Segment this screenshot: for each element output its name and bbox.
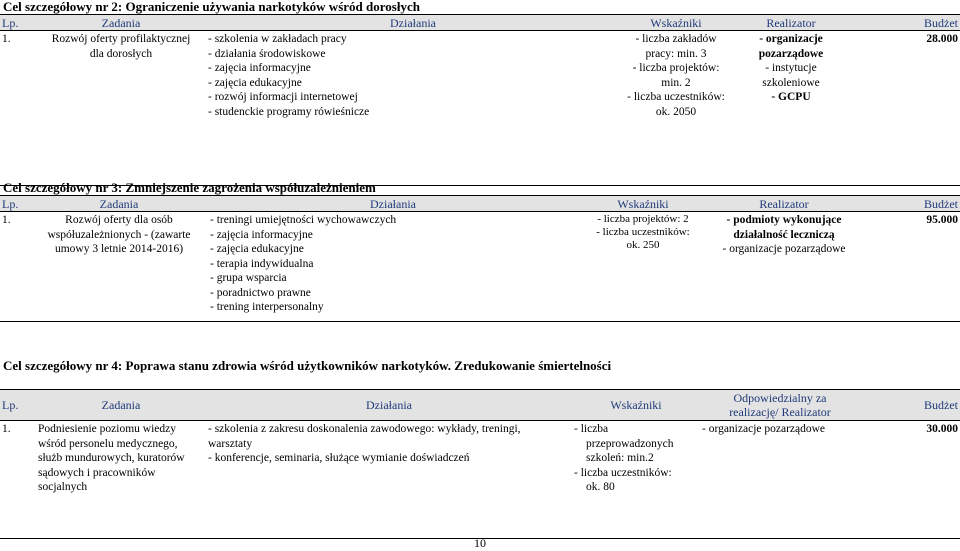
section-2-table bbox=[0, 14, 960, 186]
cell-realizator: - podmioty wykonujące działalność leczniczą - organizacje pozarządowe bbox=[708, 212, 860, 322]
cell-budzet: 30.000 bbox=[860, 421, 960, 539]
header-lp: Lp. bbox=[0, 390, 36, 421]
cell-wskazniki: - liczba zakładów pracy: min. 3 - liczba projektów: min. 2 - liczba uczestników: ok. 2050 bbox=[620, 31, 732, 186]
table-row bbox=[0, 31, 960, 186]
cell-wskazniki: - liczba przeprowadzonych szkoleń: min.2 - liczba uczestników: ok. 80 bbox=[572, 421, 700, 539]
section-3-title: Cel szczegółowy nr 3: Zmniejszenie zagrożenia współuzależnieniem bbox=[3, 180, 376, 195]
section-3-table bbox=[0, 195, 960, 322]
cell-budzet: 95.000 bbox=[860, 212, 960, 322]
header-dzialania: Działania bbox=[206, 15, 620, 31]
cell-dzialania: - szkolenia w zakładach pracy - działania środowiskowe - zajęcia informacyjne - zajęcia edukacyjne - rozwój informacji internetowej - studenckie programy rówieśnicze bbox=[206, 31, 620, 186]
cell-lp: 1. bbox=[0, 421, 36, 539]
cell-budzet: 28.000 bbox=[850, 31, 960, 186]
page-number: 10 bbox=[474, 536, 486, 550]
cell-dzialania: - szkolenia z zakresu doskonalenia zawodowego: wykłady, treningi, warsztaty - konferencje, seminaria, służące wymianie doświadczeń bbox=[206, 421, 572, 539]
header-realizator: Realizator bbox=[708, 196, 860, 212]
cell-zadania: Rozwój oferty dla osób współuzależnionych - (zawarte umowy 3 letnie 2014-2016) bbox=[30, 212, 208, 322]
header-zadania: Zadania bbox=[36, 390, 206, 421]
table-row bbox=[0, 212, 960, 322]
header-wskazniki: Wskaźniki bbox=[572, 390, 700, 421]
header-lp: Lp. bbox=[0, 15, 36, 31]
header-zadania: Zadania bbox=[30, 196, 208, 212]
header-realizator: Odpowiedzialny za realizację/ Realizator bbox=[700, 390, 860, 421]
section-3 bbox=[0, 181, 960, 322]
cell-lp: 1. bbox=[0, 212, 30, 322]
header-wskazniki: Wskaźniki bbox=[578, 196, 708, 212]
cell-realizator: - organizacje pozarządowe bbox=[700, 421, 860, 539]
section-2 bbox=[0, 0, 960, 186]
header-budzet: Budżet bbox=[850, 15, 960, 31]
section-4 bbox=[0, 359, 960, 539]
section-4-title: Cel szczegółowy nr 4: Poprawa stanu zdrowia wśród użytkowników narkotyków. Zredukowanie śmiertelności bbox=[3, 358, 612, 373]
table-row bbox=[0, 421, 960, 539]
cell-dzialania: - treningi umiejętności wychowawczych - zajęcia informacyjne - zajęcia edukacyjne - terapia indywidualna - grupa wsparcia - poradnictwo prawne - trening interpersonalny bbox=[208, 212, 578, 322]
header-zadania: Zadania bbox=[36, 15, 206, 31]
header-lp: Lp. bbox=[0, 196, 30, 212]
header-wskazniki: Wskaźniki bbox=[620, 15, 732, 31]
header-dzialania: Działania bbox=[208, 196, 578, 212]
table-header-row bbox=[0, 196, 960, 212]
cell-zadania: Rozwój oferty profilaktycznej dla dorosłych bbox=[36, 31, 206, 186]
cell-lp: 1. bbox=[0, 31, 36, 186]
section-2-title: Cel szczegółowy nr 2: Ograniczenie używania narkotyków wśród dorosłych bbox=[3, 0, 420, 14]
table-header-row bbox=[0, 15, 960, 31]
header-budzet: Budżet bbox=[860, 390, 960, 421]
section-4-table bbox=[0, 389, 960, 539]
header-dzialania: Działania bbox=[206, 390, 572, 421]
header-realizator: Realizator bbox=[732, 15, 850, 31]
cell-wskazniki: - liczba projektów: 2 - liczba uczestników: ok. 250 bbox=[578, 212, 708, 322]
cell-zadania: Podniesienie poziomu wiedzy wśród personelu medycznego, służb mundurowych, kuratorów sądowych i pracowników socjalnych bbox=[36, 421, 206, 539]
header-budzet: Budżet bbox=[860, 196, 960, 212]
table-header-row bbox=[0, 390, 960, 421]
cell-realizator: - organizacje pozarządowe - instytucje szkoleniowe - GCPU bbox=[732, 31, 850, 186]
